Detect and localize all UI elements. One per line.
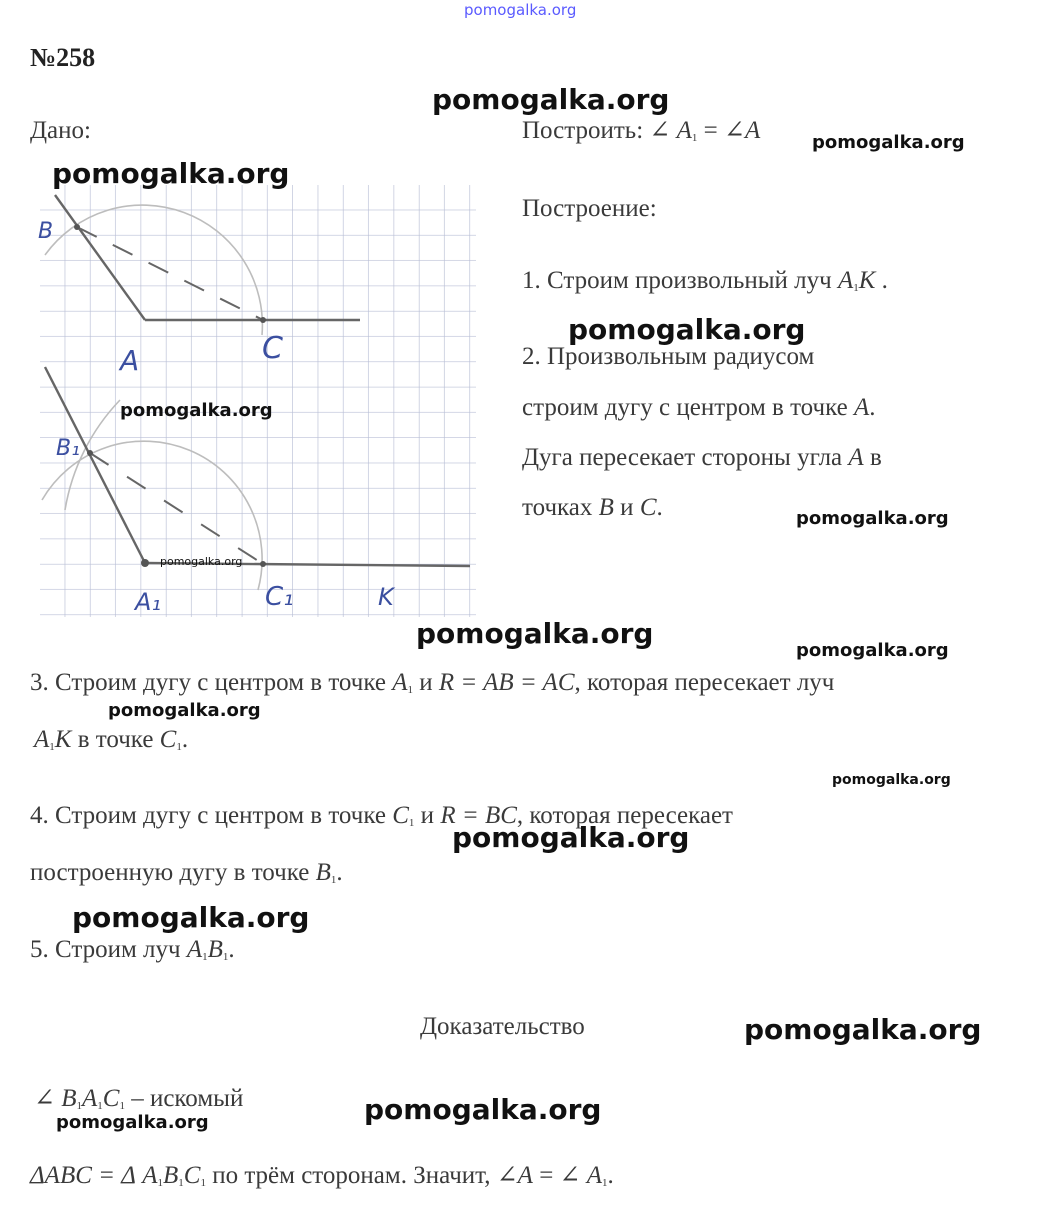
- watermark: pomogalka.org: [416, 617, 654, 650]
- step-4-line-1: 4. Строим дугу с центром в точке $C_1$ и R = BC, которая пересекает: [30, 802, 733, 829]
- watermark: pomogalka.org: [812, 132, 965, 153]
- step-2-line-2: строим дугу с центром в точке A.: [522, 394, 876, 421]
- label-k: K: [378, 583, 394, 611]
- label-c1: C₁: [265, 582, 294, 612]
- construction-title: Построение:: [522, 195, 657, 222]
- watermark: pomogalka.org: [364, 1093, 602, 1126]
- watermark: pomogalka.org: [432, 83, 670, 116]
- watermark: pomogalka.org: [796, 508, 949, 529]
- watermark: pomogalka.org: [568, 313, 806, 346]
- label-b1: B₁: [56, 436, 80, 461]
- watermark: pomogalka.org: [56, 1112, 209, 1133]
- task-statement: Построить: ∠ $A_1$ = ∠A: [522, 117, 761, 144]
- watermark: pomogalka.org: [160, 555, 243, 568]
- watermark: pomogalka.org: [52, 157, 290, 190]
- label-b: B: [38, 219, 54, 244]
- conclusion-line: ΔABC = Δ $A_1B_1C_1$ по трём сторонам. Значит, ∠A = ∠ $A_1$.: [30, 1162, 614, 1189]
- watermark: pomogalka.org: [120, 400, 273, 421]
- watermark: pomogalka.org: [796, 640, 949, 661]
- step-2-line-3: Дуга пересекает стороны угла A в: [522, 444, 882, 471]
- watermark: pomogalka.org: [464, 1, 577, 19]
- step-1: 1. Строим произвольный луч $A_1K$ .: [522, 267, 888, 294]
- watermark: pomogalka.org: [72, 901, 310, 934]
- problem-number: №258: [30, 43, 96, 72]
- step-2-line-4: точках B и C.: [522, 494, 663, 521]
- step-2-line-1: 2. Произвольным радиусом: [522, 343, 815, 370]
- watermark: pomogalka.org: [108, 700, 261, 721]
- label-c: C: [262, 331, 283, 366]
- step-3-line-2: $A_1K$ в точке $C_1$.: [34, 726, 189, 753]
- label-a: A: [120, 344, 140, 377]
- label-a1: A₁: [135, 588, 162, 616]
- step-3-line-1: 3. Строим дугу с центром в точке $A_1$ и R = AB = AC, которая пересекает луч: [30, 669, 835, 696]
- watermark: pomogalka.org: [452, 821, 690, 854]
- proof-title: Доказательство: [420, 1013, 585, 1040]
- step-4-line-2: построенную дугу в точке $B_1$.: [30, 859, 343, 886]
- step-5: 5. Строим луч $A_1B_1$.: [30, 936, 235, 963]
- given-label: Дано:: [30, 117, 91, 144]
- watermark: pomogalka.org: [832, 772, 951, 788]
- watermark: pomogalka.org: [744, 1013, 982, 1046]
- result-line: ∠ $B_1A_1C_1$ – искомый: [34, 1085, 244, 1112]
